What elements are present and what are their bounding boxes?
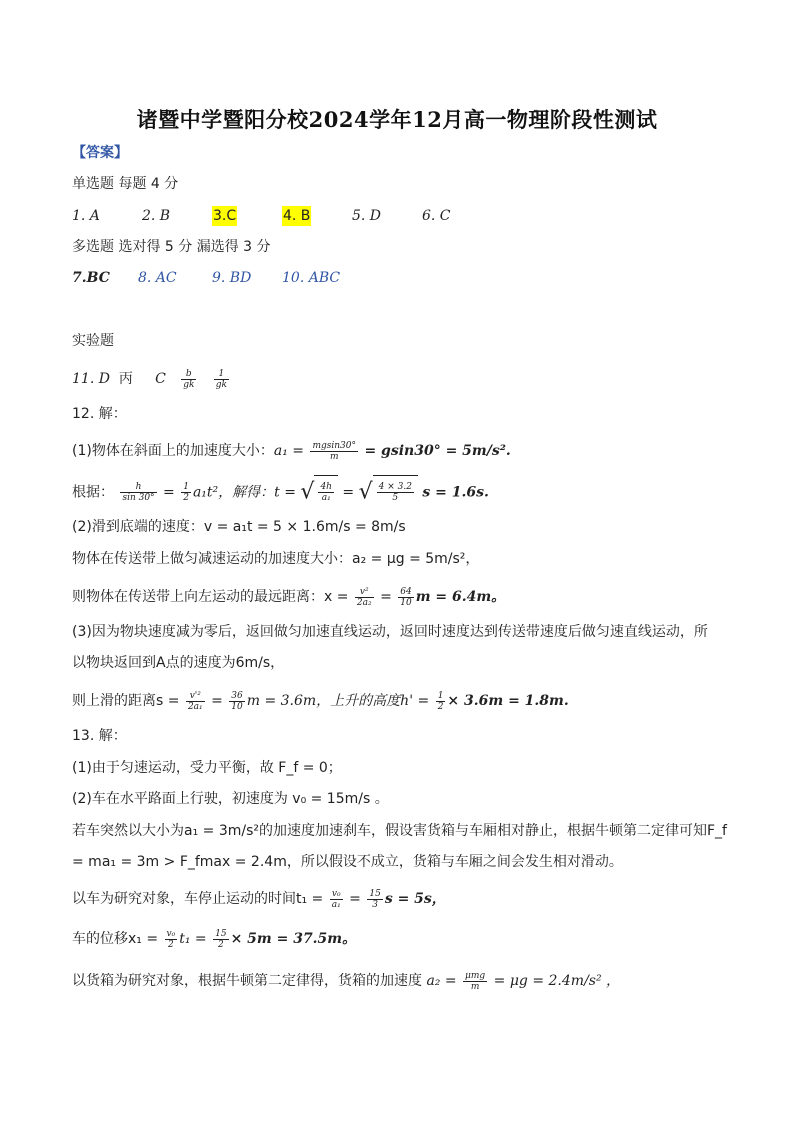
- q12-label: 12. 解：: [72, 406, 127, 422]
- answer-item: 1. A: [72, 208, 100, 224]
- answer-item: 10. ABC: [282, 270, 341, 286]
- fraction: $\frac{b}{gk}$: [183, 368, 195, 390]
- answer-item: 9. BD: [212, 270, 252, 286]
- q12-step6: (3)因为物块速度减为零后，返回做匀加速直线运动，返回时速度达到传送带速度后做匀速直线运动，所: [72, 624, 708, 640]
- q12-step1: (1)物体在斜面上的加速度大小：a₁ = $\frac{mgsin30^\circ}{m}$ = gsin30° = 5m/s².: [72, 440, 511, 462]
- q13-step4: = ma₁ = 3m > F_fmax = 2.4m，所以假设不成立，货箱与车厢之间会发生相对滑动。: [72, 854, 623, 870]
- square-root: √ $\frac{4h}{\text{a₁}}$: [300, 475, 338, 510]
- q11-prefix: 11. D: [72, 371, 110, 387]
- fraction: $\frac{15}{2}$: [215, 928, 227, 950]
- q12-step2: 根据： $\frac{h}{\sin 30^\circ}$ = $\frac{1}{2}$ a₁t²，解得：t = √ $\frac{4h}{\text{a₁}}$ = √ $\frac{4 \times 3.2}{5}$ s = 1.6s.: [72, 475, 489, 509]
- q13-step6: 车的位移x₁ = $\frac{\text{v₀}}{2}$ t₁ = $\frac{15}{2}$ × 5m = 37.5m。: [72, 928, 357, 950]
- fraction: $\frac{36}{10}$: [231, 690, 243, 712]
- q11-choice: C: [155, 371, 166, 387]
- fraction: $\frac{\text{v'²}}{\text{2a₁}}$: [187, 690, 203, 712]
- answer-tag: 【答案】: [72, 145, 128, 161]
- q13-label: 13. 解：: [72, 728, 127, 744]
- q13-step7: 以货箱为研究对象，根据牛顿第二定律得，货箱的加速度 a₂ = $\frac{\text{μmg}}{m}$ = μg = 2.4m/s² ，: [72, 970, 621, 992]
- q12-step7: 以物块返回到A点的速度为6m/s，: [72, 655, 285, 671]
- answer-item-highlighted: 3.C: [213, 208, 237, 224]
- square-root: √ $\frac{4 \times 3.2}{5}$: [359, 475, 418, 510]
- multi-choice-heading: 多选题 选对得 5 分 漏选得 3 分: [72, 239, 271, 255]
- q13-step5: 以车为研究对象，车停止运动的时间t₁ = $\frac{\text{v₀}}{\text{a₁}}$ = $\frac{15}{3}$ s = 5s，: [72, 888, 446, 910]
- single-choice-heading: 单选题 每题 4 分: [72, 176, 179, 192]
- multi-choice-answers: [72, 268, 722, 288]
- q11-word: 丙: [118, 371, 133, 387]
- q13-step3: 若车突然以大小为a₁ = 3m/s²的加速度加速刹车，假设害货箱与车厢相对静止，根据牛顿第二定律可知F_f: [72, 823, 727, 839]
- q13-step1: (1)由于匀速运动，受力平衡，故 F_f = 0；: [72, 760, 342, 776]
- q12-step5: 则物体在传送带上向左运动的最远距离：x = $\frac{\text{v²}}{\text{2a₂}}$ = $\frac{64}{10}$ m = 6.4m。: [72, 586, 506, 608]
- answer-item: 7.BC: [72, 270, 110, 286]
- fraction: $\frac{64}{10}$: [400, 586, 412, 608]
- fraction: $\frac{h}{\sin 30^\circ}$: [122, 482, 155, 503]
- fraction: $\frac{1}{2}$: [437, 690, 444, 712]
- fraction: $\frac{15}{3}$: [369, 888, 381, 910]
- page-title: 诸暨中学暨阳分校2024学年12月高一物理阶段性测试: [136, 107, 658, 132]
- q12-step4: 物体在传送带上做匀减速运动的加速度大小：a₂ = μg = 5m/s²，: [72, 551, 480, 567]
- fraction: $\frac{\text{v₀}}{\text{a₁}}$: [331, 888, 341, 910]
- answer-item: 2. B: [142, 208, 171, 224]
- fraction: $\frac{mgsin30^\circ}{m}$: [312, 440, 356, 462]
- answer-item: 5. D: [352, 208, 382, 224]
- fraction: $\frac{1}{2}$: [183, 482, 189, 503]
- fraction: $\frac{1}{gk}$: [215, 368, 227, 390]
- fraction: $\frac{\text{μmg}}{m}$: [465, 970, 486, 992]
- q13-step2: (2)车在水平路面上行驶，初速度为 v₀ = 15m/s 。: [72, 791, 389, 807]
- q11-answer: [72, 365, 231, 393]
- answer-item: 6. C: [422, 208, 451, 224]
- fraction: $\frac{\text{v²}}{\text{2a₂}}$: [356, 586, 372, 608]
- q12-step3: (2)滑到底端的速度：v = a₁t = 5 × 1.6m/s = 8m/s: [72, 519, 406, 535]
- answer-item-highlighted: 4. B: [283, 208, 311, 224]
- answer-item: 8. AC: [138, 270, 177, 286]
- fraction: $\frac{\text{v₀}}{2}$: [166, 928, 176, 950]
- single-choice-answers: [72, 206, 722, 226]
- experiment-heading: 实验题: [72, 333, 114, 349]
- q12-step8: 则上滑的距离s = $\frac{\text{v'²}}{\text{2a₁}}$ = $\frac{36}{10}$ m = 3.6m，上升的高度h' = $\frac{1}{2}$ × 3.6m = 1.8m.: [72, 690, 569, 712]
